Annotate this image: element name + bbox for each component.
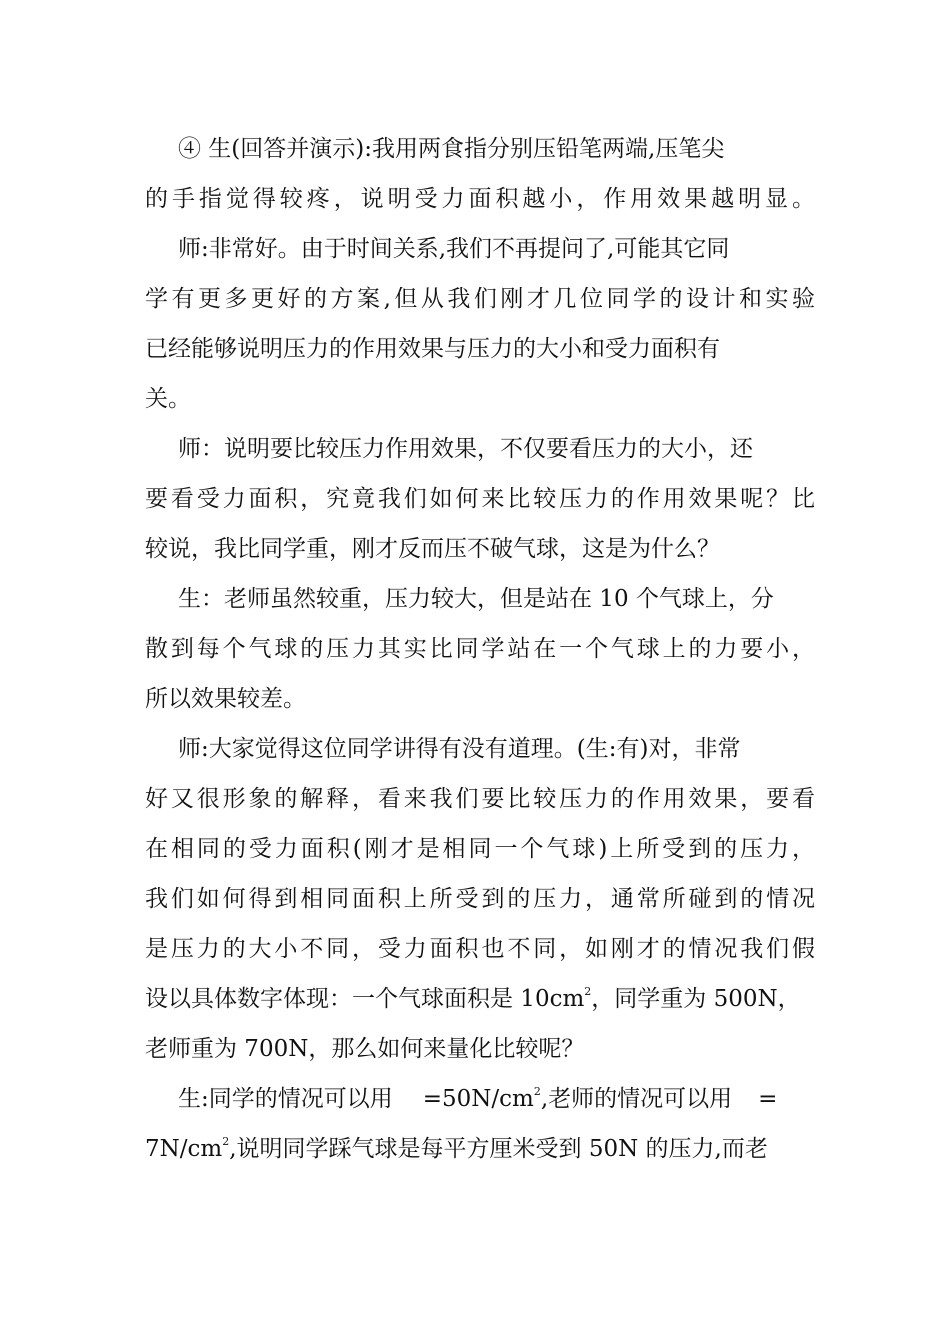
text-line: 要看受力面积，究竟我们如何来比较压力的作用效果呢？比 — [145, 486, 815, 512]
text-line: 老师重为 700N，那么如何来量化比较呢？ — [145, 1036, 585, 1062]
text-segment: 生:同学的情况可以用 — [178, 1086, 393, 1112]
text-line: 散到每个气球的压力其实比同学站在一个气球上的力要小， — [145, 636, 815, 662]
text-line-with-formula — [178, 1074, 815, 1124]
text-line: 生：老师虽然较重，压力较大，但是站在 10 个气球上，分 — [178, 586, 774, 612]
superscript: 2 — [533, 1085, 541, 1099]
formula-result: =50N/cm — [422, 1086, 534, 1112]
text-line: 是压力的大小不同，受力面积也不同，如刚才的情况我们假 — [145, 936, 815, 962]
text-line: 所以效果较差。 — [145, 686, 306, 712]
text-segment: 设以具体数字体现：一个气球面积是 10cm — [145, 986, 585, 1012]
formula-result: = — [758, 1086, 778, 1112]
superscript: 2 — [222, 1135, 230, 1149]
text-segment: ，同学重为 500N， — [591, 986, 801, 1012]
text-line: 师:大家觉得这位同学讲得有没有道理。(生:有)对，非常 — [178, 736, 741, 762]
formula-result: 7N/cm — [145, 1136, 223, 1162]
text-line: ④ 生(回答并演示):我用两食指分别压铅笔两端,压笔尖 — [178, 136, 725, 162]
text-line: 学有更多更好的方案,但从我们刚才几位同学的设计和实验 — [145, 286, 815, 312]
text-line: 师:非常好。由于时间关系,我们不再提问了,可能其它同 — [178, 236, 730, 262]
text-line: 较说，我比同学重，刚才反而压不破气球，这是为什么？ — [145, 536, 720, 562]
superscript: 2 — [584, 985, 592, 999]
text-line: 已经能够说明压力的作用效果与压力的大小和受力面积有 — [145, 336, 720, 362]
text-segment: ,老师的情况可以用 — [540, 1086, 733, 1112]
text-line: 的手指觉得较疼，说明受力面积越小，作用效果越明显。 — [145, 186, 815, 212]
text-line: 关。 — [145, 386, 191, 412]
text-line: 师：说明要比较压力作用效果，不仅要看压力的大小，还 — [178, 436, 753, 462]
text-line-with-superscript — [145, 1124, 815, 1174]
text-line-with-superscript — [145, 974, 815, 1024]
text-line: 我们如何得到相同面积上所受到的压力，通常所碰到的情况 — [145, 886, 815, 912]
text-line: 好又很形象的解释，看来我们要比较压力的作用效果，要看 — [145, 786, 815, 812]
text-segment: ,说明同学踩气球是每平方厘米受到 50N 的压力,而老 — [229, 1136, 768, 1162]
text-line: 在相同的受力面积(刚才是相同一个气球)上所受到的压力， — [145, 836, 815, 862]
